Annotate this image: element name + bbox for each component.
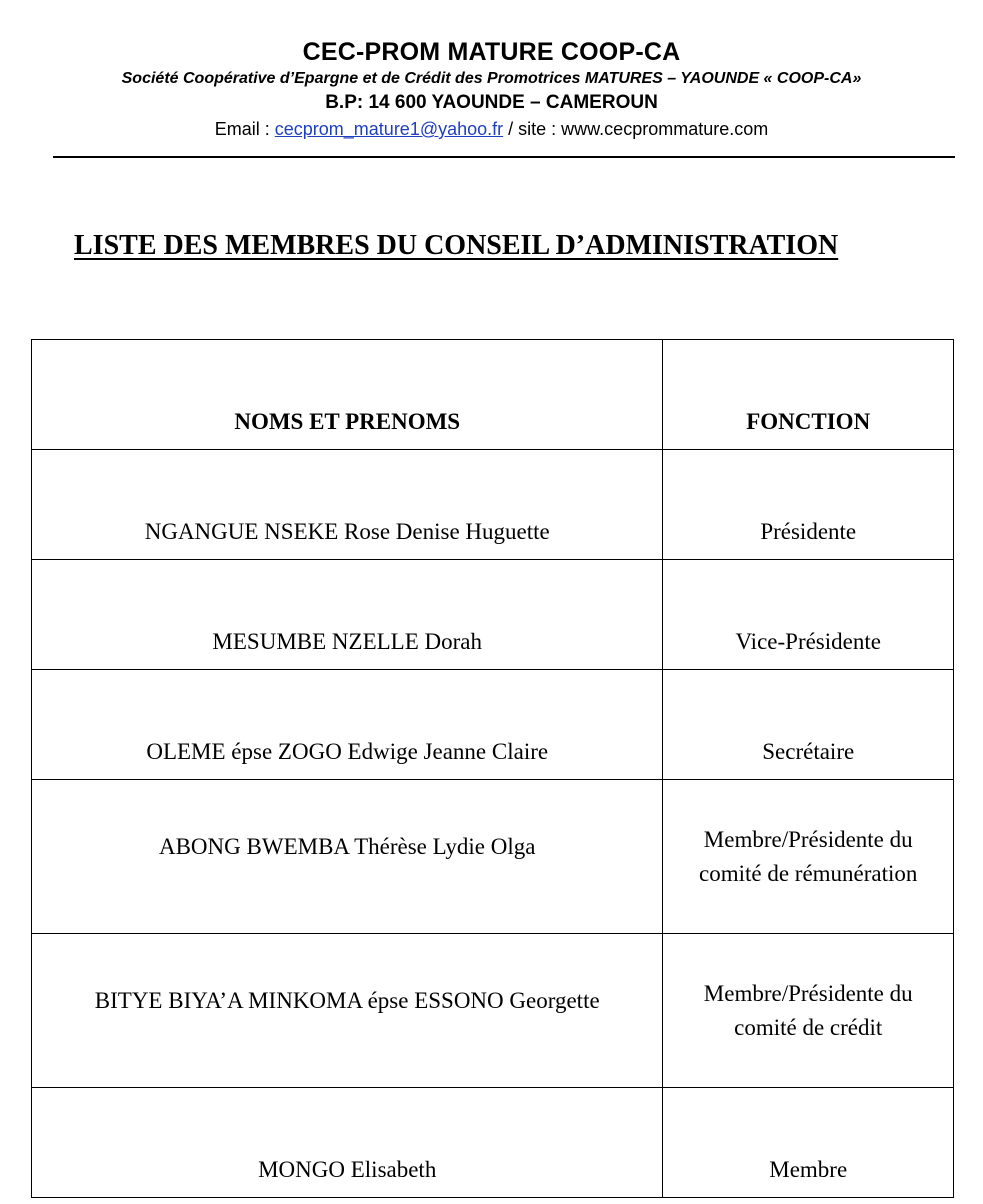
table-row <box>32 934 954 1088</box>
header-divider <box>53 156 955 158</box>
member-function: Membre/Présidente du comité de rémunération <box>663 780 954 934</box>
table-header-row <box>32 340 954 450</box>
organization-address: B.P: 14 600 YAOUNDE – CAMEROUN <box>325 92 658 113</box>
document-title: LISTE DES MEMBRES DU CONSEIL D’ADMINISTRATION <box>74 230 839 261</box>
member-function: Présidente <box>663 450 954 560</box>
board-members-table <box>31 339 954 1198</box>
member-function: Secrétaire <box>663 670 954 780</box>
organization-contact <box>0 116 983 142</box>
table-row <box>32 1088 954 1198</box>
email-label: Email : <box>214 119 275 139</box>
member-name: BITYE BIYA’A MINKOMA épse ESSONO Georgette <box>32 934 663 1088</box>
member-name: ABONG BWEMBA Thérèse Lydie Olga <box>32 780 663 934</box>
member-name: NGANGUE NSEKE Rose Denise Huguette <box>32 450 663 560</box>
column-header-names: NOMS ET PRENOMS <box>32 340 663 450</box>
email-link[interactable]: cecprom_mature1@yahoo.fr <box>274 119 504 139</box>
table-row <box>32 560 954 670</box>
organization-name: CEC-PROM MATURE COOP-CA <box>302 38 681 66</box>
member-function: Vice-Présidente <box>663 560 954 670</box>
letterhead <box>0 36 983 142</box>
member-function: Membre/Présidente du comité de crédit <box>663 934 954 1088</box>
member-name: MESUMBE NZELLE Dorah <box>32 560 663 670</box>
table-row <box>32 780 954 934</box>
table-row <box>32 450 954 560</box>
site-text: / site : www.cecprommature.com <box>508 119 769 139</box>
organization-full-name: Société Coopérative d’Epargne et de Crédit des Promotrices MATURES – YAOUNDE « COOP-CA» <box>121 70 862 87</box>
member-function: Membre <box>663 1088 954 1198</box>
member-name: MONGO Elisabeth <box>32 1088 663 1198</box>
column-header-function: FONCTION <box>663 340 954 450</box>
member-name: OLEME épse ZOGO Edwige Jeanne Claire <box>32 670 663 780</box>
table-row <box>32 670 954 780</box>
